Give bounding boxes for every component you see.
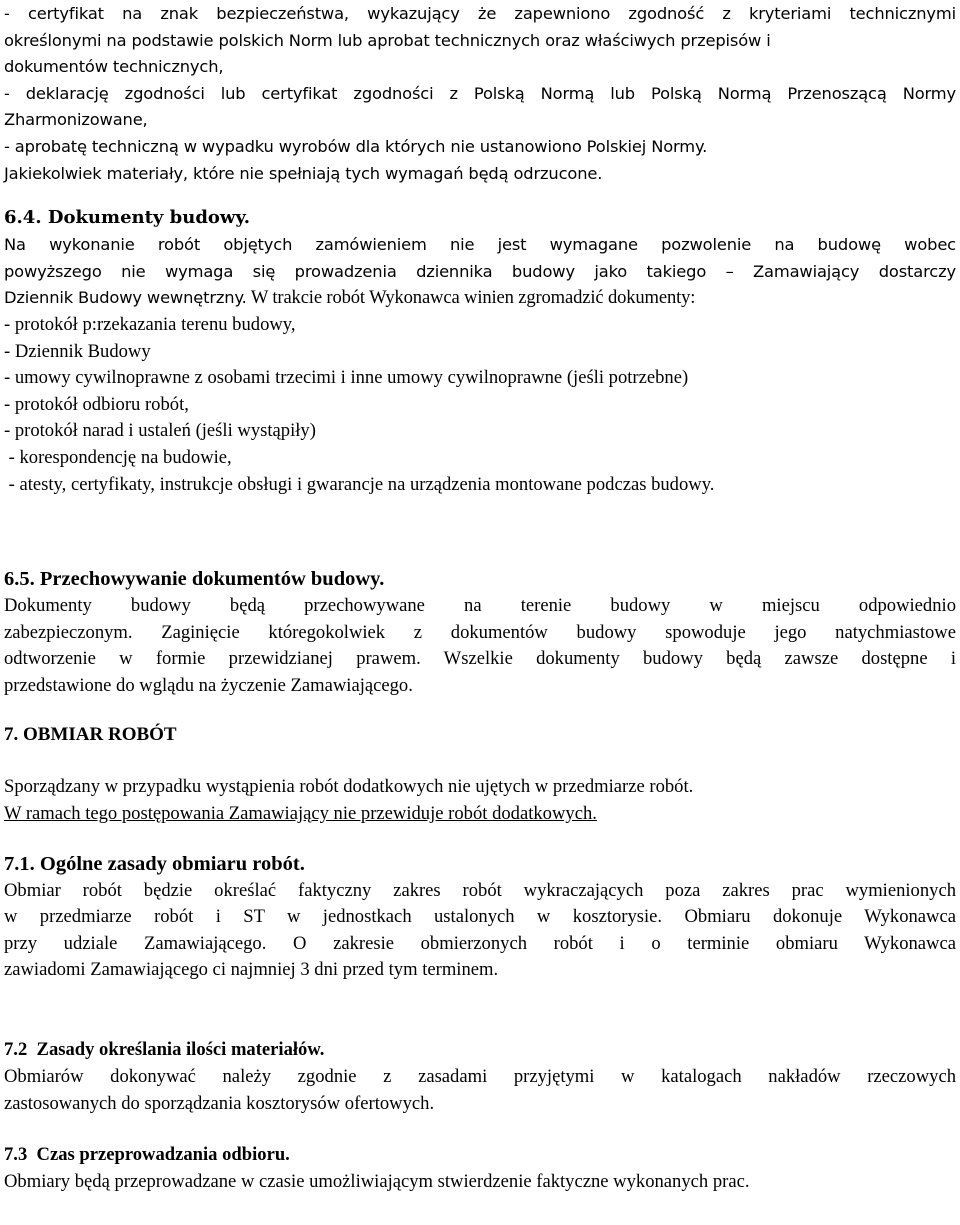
spacer [4, 1117, 956, 1141]
text-fragment: W trakcie robót Wykonawca winien zgromadzić dokumenty: [246, 287, 696, 309]
document-page [4, 0, 956, 1196]
text-line: zawiadomi Zamawiającego ci najmniej 3 dni przed tym terminem. [4, 959, 499, 981]
text-line: zastosowanych do sporządzania kosztorysów ofertowych. [4, 1092, 435, 1114]
text-fragment: Dziennik Budowy wewnętrzny. [4, 288, 247, 308]
list-item: - protokół narad i ustaleń (jeśli wystąpiły) [4, 420, 316, 442]
text-line: Na wykonanie robót objętych zamówieniem nie jest wymagane pozwolenie na budowę wobec [4, 235, 956, 255]
section-heading: 7.2 Zasady określania ilości materiałów. [4, 1039, 325, 1061]
text-line: określonymi na podstawie polskich Norm lub aprobat technicznych oraz właściwych przepisów i [4, 30, 771, 50]
spacer [4, 699, 956, 721]
list-item: - Dziennik Budowy [4, 340, 151, 362]
spacer [4, 828, 956, 850]
section-6-5 [4, 565, 956, 699]
text-line-mixed [4, 285, 956, 312]
text-line: dokumentów technicznych, [4, 57, 224, 77]
text-line: Dokumenty budowy będą przechowywane na terenie budowy w miejscu odpowiednio [4, 595, 956, 617]
section-heading: 7.1. Ogólne zasady obmiaru robót. [4, 852, 305, 875]
section-heading: 7. OBMIAR ROBÓT [4, 724, 177, 746]
text-line: zabezpieczonym. Zaginięcie któregokolwiek z dokumentów budowy spowoduje jego natychmiastowe [4, 621, 956, 643]
text-line: odtworzenie w formie przewidzianej prawem. Wszelkie dokumenty budowy będą zawsze dostępne i [4, 648, 956, 670]
list-item: - protokół p:rzekazania terenu budowy, [4, 313, 296, 335]
text-line: w przedmiarze robót i ST w jednostkach ustalonych w kosztorysie. Obmiaru dokonuje Wykonawca [4, 906, 956, 928]
text-line: Obmiary będą przeprowadzane w czasie umożliwiającym stwierdzenie faktyczne wykonanych prac. [4, 1171, 750, 1193]
text-line: powyższego nie wymaga się prowadzenia dziennika budowy jako takiego – Zamawiający dostarczy [4, 261, 956, 281]
spacer [4, 187, 956, 204]
text-line: - deklarację zgodności lub certyfikat zgodności z Polską Normą lub Polską Normą Przenoszącą Normy [4, 83, 956, 103]
text-line: przy udziale Zamawiającego. O zakresie obmierzonych robót i o terminie obmiaru Wykonawca [4, 932, 956, 954]
text-line: - certyfikat na znak bezpieczeństwa, wykazujący że zapewniono zgodność z kryteriami technicznymi [4, 4, 956, 23]
section-heading: 7.3 Czas przeprowadzania odbioru. [4, 1144, 290, 1166]
text-line: - aprobatę techniczną w wypadku wyrobów dla których nie ustanowiono Polskiej Normy. [4, 136, 708, 156]
section-prev [4, 0, 956, 187]
section-7 [4, 721, 956, 827]
text-line: Obmiarów dokonywać należy zgodnie z zasadami przyjętymi w katalogach nakładów rzeczowych [4, 1066, 956, 1088]
text-line: Obmiar robót będzie określać faktyczny zakres robót wykraczających poza zakres prac wymienionych [4, 879, 956, 901]
list-item: - protokół odbioru robót, [4, 393, 189, 415]
spacer [4, 984, 956, 1036]
text-line-underlined: W ramach tego postępowania Zamawiający nie przewiduje robót dodatkowych. [4, 803, 597, 825]
section-7-1 [4, 850, 956, 984]
text-line: przedstawione do wglądu na życzenie Zamawiającego. [4, 674, 413, 696]
spacer [4, 498, 956, 565]
section-6-4 [4, 204, 956, 498]
text-line: Zharmonizowane, [4, 110, 148, 130]
section-heading: 6.4. Dokumenty budowy. [4, 207, 251, 229]
section-7-2 [4, 1036, 956, 1117]
list-item: - umowy cywilnoprawne z osobami trzecimi i inne umowy cywilnoprawne (jeśli potrzebne) [4, 367, 689, 389]
text-line: Sporządzany w przypadku wystąpienia robót dodatkowych nie ujętych w przedmiarze robót. [4, 776, 694, 798]
text-line: Jakiekolwiek materiały, które nie spełniają tych wymagań będą odrzucone. [4, 163, 603, 183]
list-item: - atesty, certyfikaty, instrukcje obsługi i gwarancje na urządzenia montowane podczas budowy. [4, 473, 715, 495]
section-heading: 6.5. Przechowywanie dokumentów budowy. [4, 568, 385, 591]
section-7-3 [4, 1141, 956, 1196]
list-item: - korespondencję na budowie, [4, 446, 232, 468]
